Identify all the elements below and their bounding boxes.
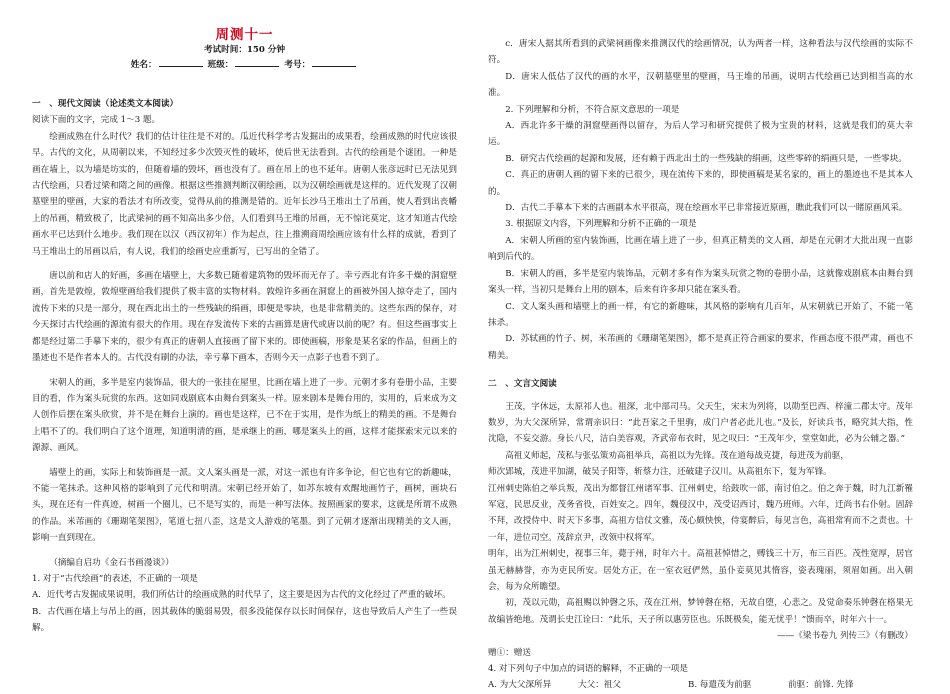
question-option: A．近代考古发掘成果说明，我们所估计的绘画成熟的时代早了，这主要是因为古代的文化经过了严重的破坏。	[32, 590, 451, 601]
document-title: 周测十一	[215, 27, 274, 43]
passage-paragraph: 墙壁上的画，实际上和装饰画是一派。文人案头画是一派，对这一派也有许多争论，但它也有它的新趣味，不能一笔抹杀。这种风格的影响到了元代和明清。宋朝已经开始了，如苏东坡有欢醒地画竹子，画树，画块石头，现在还有一件真迹，树画一个圈儿，已不是写实的，而是一种写法体。按照画家的要求，这就是所谓不成熟的作品。米芾画的《珊瑚笔架图》，笔道七扭八歪，这是文人游戏的笔墨。到了元朝才逐渐出现精美的文人画，影响一直到现在。	[32, 467, 457, 544]
question-option: B．研究古代绘画的起源和发展，还有赖于西北出土的一些残缺的绢画，这些零碎的绢画只是，一些零块。	[505, 153, 907, 164]
question-option: C．真正的唐朝人画的留下来的已很少，现在流传下来的，即使画稿是某名家的，画上的墨迹也不是其本人的。	[488, 170, 913, 197]
option-b-gloss: 前驱：前锋. 先锋	[788, 680, 854, 691]
question-option: C．文人案头画和墙壁上的画一样，有它的新趣味，其风格的影响有几百年，从宋朝就已开始了，不能一笔抹杀。	[488, 301, 913, 328]
right-column	[488, 0, 913, 691]
passage-paragraph: 唐以前和店人的好画，多画在墙壁上，大多数已随着建筑物的毁坏而无存了。幸亏西北有许多千燥的洞窟壁画，首先是敦煌，敦煌壁画给我们提供了极丰富的实物材料。敦煌许多画在洞窟上的画被外国人掠夺走了，国内流传下来的只是一部分，现在西北出土的一些残缺的绢画，即便是零块，也是非常精美的。这些东西的保存，对今天探讨古代绘画的源流有很大的作用。现在存发流传下来的古画算是唐代或唐以前的呢？有。但这些画事实上都是经过第二手摹下来的，很少有真正的唐朝人直接画了留下来的。即使画稿，形象是某名家的作品，但画上的墨迹也不是作者本人的。古代没有刷的办法，幸亏摹下画本，否则今天一点影子也看不到了。	[32, 271, 457, 364]
question-option: D．唐宋人低估了汉代的画的水平，汉朝墓壁里的壁画，马王堆的吊画，说明古代绘画已达到相当高的水准。	[488, 71, 913, 99]
id-label: 考号：	[284, 60, 311, 70]
classical-paragraph: 高祖义师起，茂私与张弘策劝高祖举兵，高祖以为先锋。茂在道每战克捷，每进茂为前驱，	[505, 450, 849, 461]
classical-paragraph: 明年，出为江州刺史，视事三年，薨于州，时年六十。高祖甚悼惜之，赙钱三十万，布三百匹。茂性宽厚，居官虽无赫赫誉，亦为吏民所安。居处方正，在一室衣冠俨然，虽仆妾莫见其惰容，姿表瑰丽，须眉如画。出入朝会，每为众所瞻望。	[488, 549, 913, 592]
question-stem: 3. 根据原文内容，下列理解和分析不正确的一项是	[505, 219, 697, 230]
option-a-gloss: 大父：祖父	[578, 680, 621, 691]
id-blank	[312, 57, 356, 67]
classical-paragraph: 初，茂以元勋，高祖赐以钟磬之乐，茂在江州，梦钟磬在格，无故自堕，心悲之。及觉命奏乐钟磬在格果无故编皆绝地。茂谓长史江诠曰：“此乐，天子所以惠劳臣也。乐既极矣，能无忧乎！”馈而卒，时年六十一。	[488, 598, 913, 625]
exam-time: 考试时间：150 分钟	[203, 45, 286, 55]
reading-instruction: 阅读下面的文字，完成 1～3 题。	[32, 115, 161, 126]
classical-paragraph: 师次郢城，茂进平加湖，破吴子阳等，斩蔡力注，还破建子汉川。从高祖东下，复为军锋。	[488, 467, 832, 478]
class-label: 班级：	[207, 60, 234, 70]
classical-paragraph: 王茂，字休远，太原祁人也。祖深，北中部司马。父天生，宋末为列将，以勋至巴西、梓潼二郡太守。茂年数岁，为大父深所异，常谓亲识曰：“此吾家之千里驹，成门户者必此儿也。”及长，好读兵书，略究其大指，性沈隐，不妄交游。身长八尺，洁白美容观，齐武帝布衣时，见之叹曰：“王茂年少，堂堂如此，必为公辅之器。”	[488, 401, 913, 445]
question-option: A．宋朝人所画的室内装饰画，比画在墙上进了一步，但真正精美的文人画，却是在元朝才大批出现一直影响到后代的。	[488, 235, 913, 263]
classical-source: ——《梁书卷九 列传三》（有删改）	[777, 631, 913, 642]
question-option: c．唐宋人据其所看到的武梁祠画像来推测汉代的绘画情况，认为两者一样，这种看法与汉代绘画的实际不符。	[488, 39, 913, 66]
class-blank	[235, 57, 279, 67]
question-stem: 1. 对于“古代绘画”的表述，不正确的一项是	[32, 573, 198, 584]
question-stem: 4. 对下列句子中加点的词语的解释，不正确的一项是	[488, 664, 688, 675]
name-blank	[159, 57, 203, 67]
section-heading-classical: 二 、文言文阅读	[488, 379, 557, 390]
question-option: A．西北许多干燥的洞窟壁画得以留存，为后人学习和研究提供了极为宝贵的材料，这就是我们的莫大幸运。	[488, 121, 913, 148]
name-label: 姓名：	[130, 60, 157, 70]
option-a-label: A. 为大父深所异	[488, 680, 552, 691]
question-stem: 2. 下列理解和分析，不符合原文意思的一项是	[505, 104, 680, 115]
question-option: B．宋朝人的画，多半是室内装饰品，元朝才多有作为案头玩赏之物的卷册小品，这就像戏剧底本由舞台到案头一样，当初只是舞台上用的剧本，后来有许多却只能在案头看。	[488, 268, 913, 296]
question-option: B．古代画在墙上与吊上的画，因其载体的脆弱易毁，很多没能保存以长时间保存，这也导致后人产生了一些误解。	[32, 606, 457, 634]
section-heading-modern: 一 、现代文阅读（论述类文本阅读）	[32, 99, 179, 109]
left-column	[32, 0, 457, 672]
classical-paragraph: 江州刺史陈伯之举兵叛，茂出为都督江州诸军事、江州刺史，给鼓吹一部，南讨伯之。伯之奔于魏，时九江新罹军寇，民思反业，茂务省役，百姓安之。四年，魏侵汉中，茂受诏西讨，魏乃班师。六年，迁尚书右仆射。固辞不拜，改授侍中、时天下多事，高祖方信仗文雅，茂心颇怏怏，侍宴醉后，每见言色，高祖常宥而不之责也。十一年，进位司空。茂辞京尹，改领中权将军。	[488, 483, 913, 543]
passage-paragraph: 绘画成熟在什么时代？我们的估计往往是不对的。瓜近代科学考古发掘出的成果看，绘画成熟的时代应该很早。古代的文化，从周朝以来，不知经过多少次毁灭性的破坏，使后世无法看到。古代的绘画是个谜团。一种是画在墙上，以为墙是坊实的，但随着墙的毁坏，画也没有了。画在吊上的也不延年。唐朝人张彦远时已无法见到古代绘画，只看过梁和隋之间的画像。根据这些推测判断汉朝绘画，以为汉朝绘画就是这样的。近代发现了汉朝墓壁里的壁画，大家的看法才有所改变，觉得从前的推测是错的。近年长沙马王堆出土了吊画，使人看到出丧幡上的吊画，精致极了，比武梁祠的画不知高出多少倍，人们看到马王堆的吊画，无不惊诧莫定，这才知道古代绘画水平已达到什么地步。我们现在以汉（西汉初年）作为起点，往上推溯商周绘画应该有什么样的成就，看到了马王堆出土的吊画以后，有人说，我们的绘画史应重新写，已写出的全错了。	[32, 131, 457, 257]
question-option: D．古代二手摹本下来的古画副本水平很高，现在绘画水平已非常接近原画，瞧此我们可以一睹原画风采。	[505, 203, 908, 214]
question-option: D．苏轼画的竹子、树，米芾画的《珊瑚笔架图》，都不是真正符合画家的要求，作画态度不很严肃，画也不精美。	[488, 334, 913, 361]
question-4-options	[488, 677, 913, 693]
passage-paragraph: 宋朝人的画，多半是室内装饰品，很大的一张挂在屋里，比画在墙上进了一步。元朝才多有卷册小品，主要目的看，作为案头玩赏的东西。这如同戏剧底本由舞台到案头一样。原来剧本是舞台用的，实用的，后来成为文人创作后摆在案头欣赏，并不是在舞台上演的。画也是这样，已不在于实用，是作为纸上的精美的画。不是舞台上唱不了的。我们明白了这个道理，知道明清的画，是承继上的画，哪是案头上的画，这样才能探索宋元以来的源源、画风。	[32, 377, 457, 454]
footnote: 赠①：赠送	[488, 647, 531, 658]
student-info-row	[32, 57, 457, 72]
passage-source: （摘编自启功《金石书画漫谈》）	[49, 557, 174, 568]
option-b-label: B. 每遣茂为前驱	[688, 680, 752, 691]
